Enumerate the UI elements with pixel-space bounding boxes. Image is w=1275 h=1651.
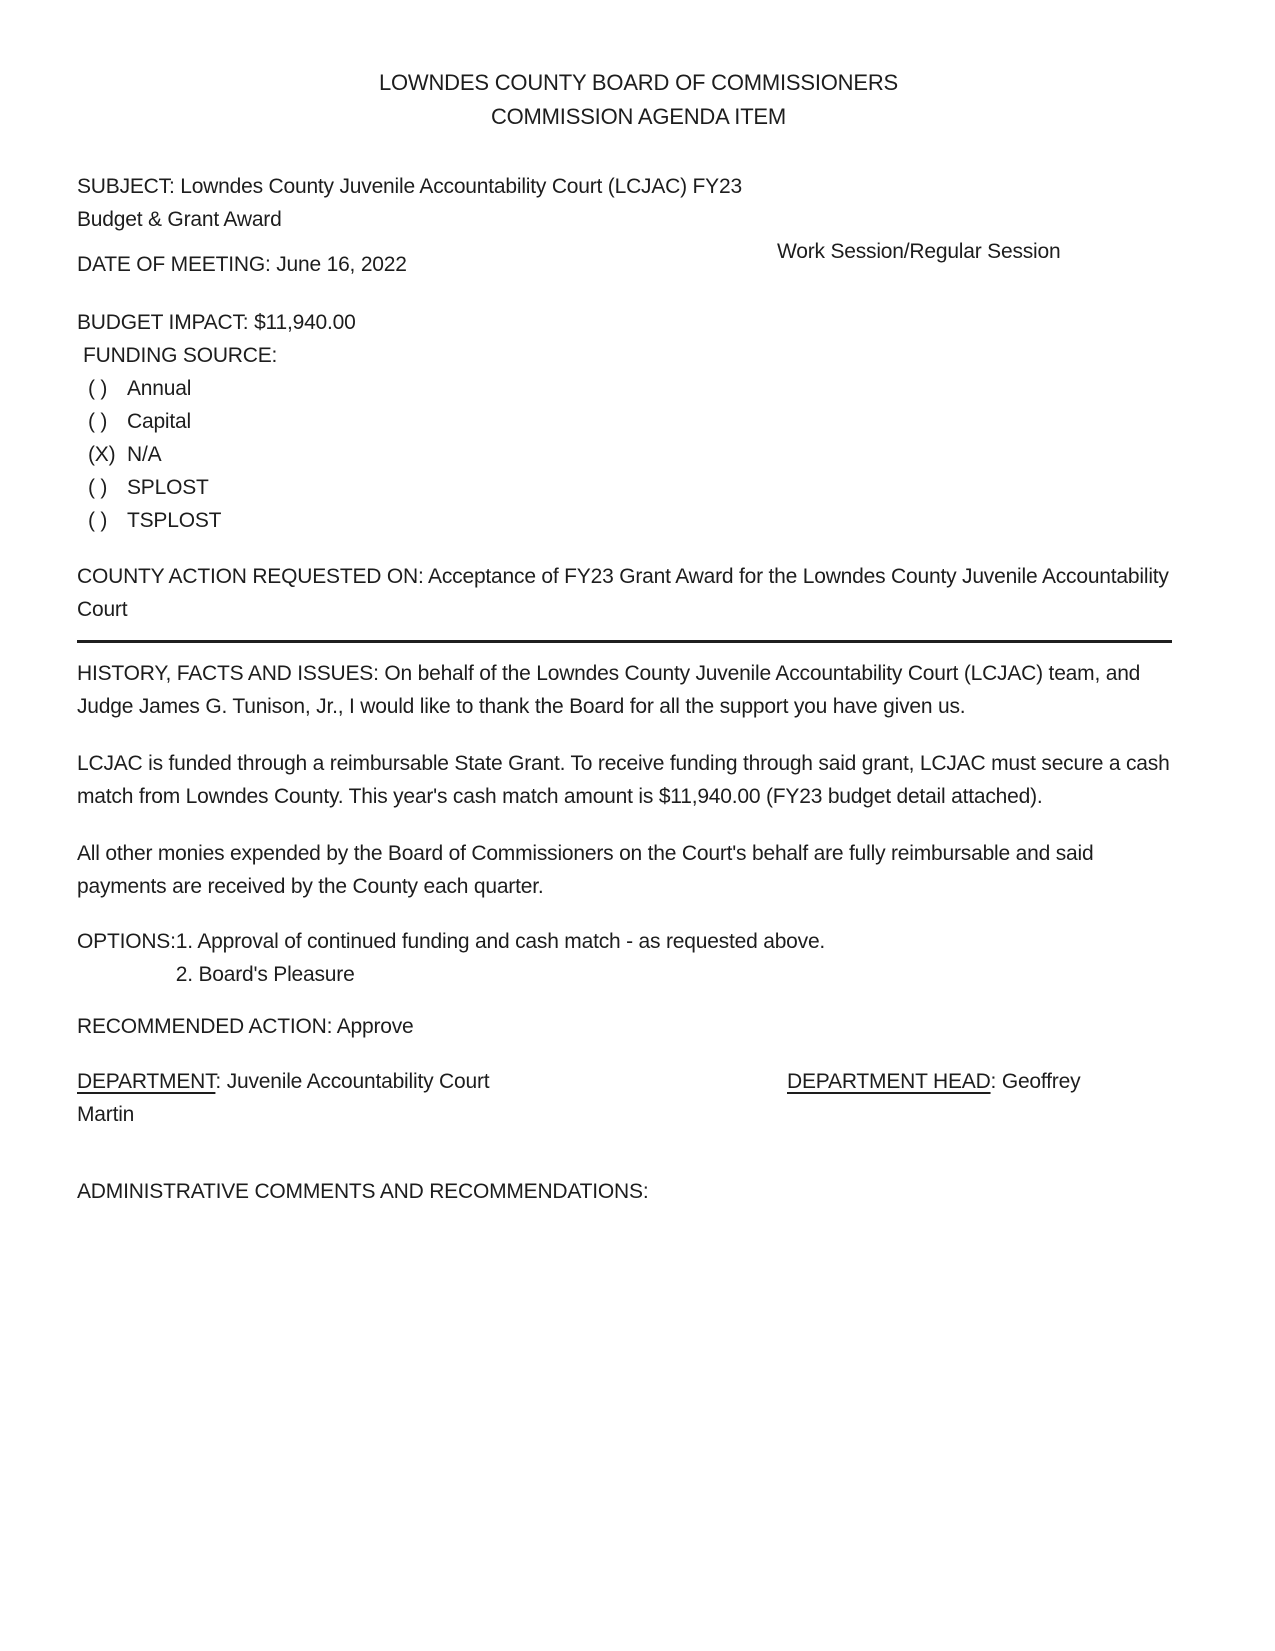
funding-option-capital — [88, 405, 1200, 438]
checkbox-mark: ( ) — [88, 476, 108, 499]
department-row — [77, 1065, 1200, 1098]
options-section — [77, 925, 1172, 991]
checkbox-mark: ( ) — [88, 410, 108, 433]
administrative-comments-label: ADMINISTRATIVE COMMENTS AND RECOMMENDATIONS: — [77, 1180, 649, 1203]
funding-option-na — [88, 438, 1200, 471]
funding-option-annual — [88, 372, 1200, 405]
funding-option-label: Annual — [127, 377, 192, 400]
history-paragraph-3: All other monies expended by the Board of Commissioners on the Court's behalf are fully reimbursable and said payments are received by the County each quarter. — [77, 842, 1094, 898]
funding-option-tsplost — [88, 504, 1200, 537]
funding-option-label: N/A — [127, 443, 162, 466]
history-paragraph-1: HISTORY, FACTS AND ISSUES: On behalf of the Lowndes County Juvenile Accountability Court (LCJAC) team, and Judge James G. Tunison, Jr., I would like to thank the Board for all the support you have given us. — [77, 662, 1141, 718]
county-action-paragraph: COUNTY ACTION REQUESTED ON: Acceptance of FY23 Grant Award for the Lowndes County Juvenile Accountability Court — [77, 565, 1169, 621]
funding-option-splost — [88, 471, 1200, 504]
funding-option-label: TSPLOST — [127, 509, 222, 532]
document-header — [77, 66, 1200, 134]
funding-options-list — [77, 372, 1200, 537]
meeting-row — [77, 240, 1200, 281]
funding-option-label: SPLOST — [127, 476, 209, 499]
checkbox-mark: ( ) — [88, 377, 108, 400]
department-head-field — [787, 1065, 1080, 1098]
budget-section — [77, 306, 1200, 537]
checkbox-mark-checked: (X) — [88, 443, 116, 466]
budget-impact-text: BUDGET IMPACT: $11,940.00 — [77, 311, 356, 334]
department-label: DEPARTMENT — [77, 1070, 216, 1093]
funding-option-label: Capital — [127, 410, 191, 433]
funding-source-label: FUNDING SOURCE: — [83, 344, 278, 367]
recommended-action-text: RECOMMENDED ACTION: Approve — [77, 1015, 414, 1038]
section-divider — [77, 640, 1172, 643]
header-title-line1: LOWNDES COUNTY BOARD OF COMMISSIONERS — [378, 70, 899, 95]
meeting-date-text: DATE OF MEETING: June 16, 2022 — [77, 253, 407, 276]
history-paragraph-2: LCJAC is funded through a reimbursable State Grant. To receive funding through said grant, LCJAC must secure a cash match from Lowndes County. This year's cash match amount is $11,940.00 (FY23 budget detail attached). — [77, 752, 1170, 808]
department-field — [77, 1070, 489, 1093]
department-head-label: DEPARTMENT HEAD — [787, 1070, 991, 1093]
options-items — [176, 925, 1172, 991]
option-item-2: 2. Board's Pleasure — [175, 963, 355, 986]
header-title-line2: COMMISSION AGENDA ITEM — [490, 104, 787, 129]
subject-paragraph: SUBJECT: Lowndes County Juvenile Accountability Court (LCJAC) FY23 Budget & Grant Award — [77, 175, 742, 231]
option-item-1: 1. Approval of continued funding and cash match - as requested above. — [175, 930, 826, 953]
department-value: : Juvenile Accountability Court — [215, 1070, 490, 1093]
session-type-text: Work Session/Regular Session — [777, 240, 1061, 263]
options-label: OPTIONS: — [77, 930, 176, 953]
department-head-value: : Geoffrey — [990, 1070, 1081, 1093]
department-head-wrap-text: Martin — [77, 1103, 135, 1126]
checkbox-mark: ( ) — [88, 509, 108, 532]
